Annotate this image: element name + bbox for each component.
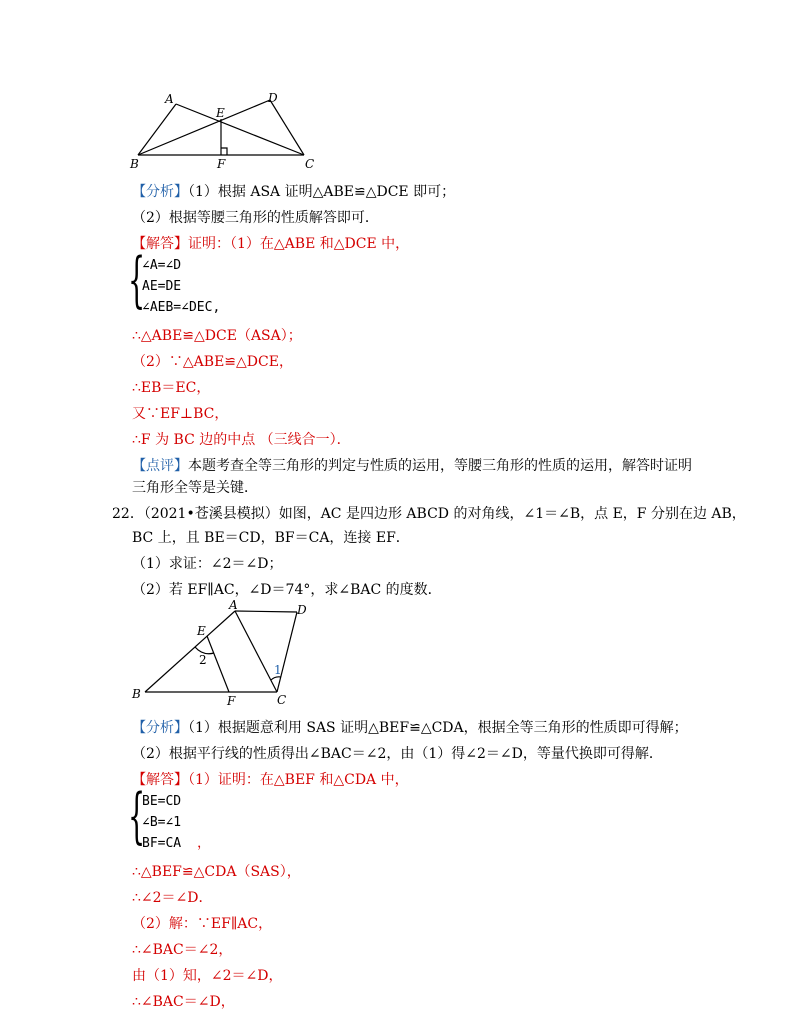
analysis-tag: 【分析】 [132, 184, 188, 200]
equation-system-2 [142, 791, 210, 854]
point-label-e: E [216, 106, 225, 120]
solution-line: 又∵EF⊥BC， [132, 406, 229, 422]
point-label-e: E [197, 624, 206, 638]
equation-system-1 [142, 255, 220, 318]
angle-label-1: 1 [274, 663, 282, 677]
solution-line: （2）∵△ABE≌△DCE， [132, 354, 293, 370]
solution-tag: 【解答】 [132, 236, 188, 252]
solution-line: ∴EB＝EC， [132, 380, 211, 396]
solution-line: ∴∠BAC＝∠D， [132, 994, 235, 1010]
solution-line: ∴∠BAC＝∠2， [132, 942, 233, 958]
solution-text: 证明：（1）在△ABE 和△DCE 中， [188, 236, 410, 252]
figure-1-diagram [120, 88, 330, 176]
point-label-d: D [268, 91, 278, 105]
solution-tag: 【解答】 [132, 772, 188, 788]
brace: { [128, 245, 146, 315]
solution-text: （1）证明：在△BEF 和△CDA 中， [188, 772, 409, 788]
comment-tag: 【点评】 [132, 458, 188, 474]
point-label-f: F [227, 694, 236, 708]
analysis-tag: 【分析】 [132, 720, 188, 736]
question-22-line-2: BC 上，且 BE＝CD，BF＝CA，连接 EF． [132, 530, 410, 546]
analysis-text: （1）根据 ASA 证明△ABE≌△DCE 即可； [188, 184, 456, 200]
figure-2-diagram [125, 598, 320, 710]
equation-comma: ， [197, 836, 211, 851]
analysis-2: （2）根据平行线的性质得出∠BAC＝∠2，由（1）得∠2＝∠D，等量代换即可得解． [132, 746, 663, 762]
point-label-a: A [229, 598, 238, 612]
solution-line: ∴F 为 BC 边的中点 （三线合一）． [132, 432, 351, 448]
analysis-1-row [132, 718, 688, 738]
brace: { [128, 781, 146, 851]
equation-line: BE=CD [142, 794, 182, 809]
comment-text-2: 三角形全等是关键． [132, 480, 258, 496]
analysis-1-row [132, 182, 455, 202]
question-22-part-2: （2）若 EF∥AC，∠D＝74°，求∠BAC 的度数． [132, 582, 442, 598]
equation-line-text: BF=CA [142, 836, 182, 851]
point-label-b: B [130, 157, 139, 171]
solution-line: ∴△BEF≌△CDA（SAS）， [132, 864, 301, 880]
point-label-c: C [305, 157, 315, 171]
point-label-d: D [297, 603, 307, 617]
question-22-line-1: 22．（2021•苍溪县模拟）如图，AC 是四边形 ABCD 的对角线，∠1＝∠B，点 E，F 分别在边 AB， [112, 506, 746, 522]
solution-line: ∴△ABE≌△DCE（ASA）； [132, 328, 302, 344]
analysis-2: （2）根据等腰三角形的性质解答即可． [132, 210, 379, 226]
point-label-b: B [132, 687, 141, 701]
comment-row [132, 456, 692, 476]
solution-line: 由（1）知，∠2＝∠D， [132, 968, 283, 984]
comment-text: 本题考查全等三角形的判定与性质的运用，等腰三角形的性质的运用，解答时证明 [188, 458, 692, 474]
analysis-text: （1）根据题意利用 SAS 证明△BEF≌△CDA，根据全等三角形的性质即可得解； [188, 720, 688, 736]
equation-line: ∠A=∠D [142, 258, 182, 273]
question-22-part-1: （1）求证：∠2＝∠D； [132, 556, 283, 572]
solution-1-row [132, 234, 409, 254]
equation-line: AE=DE [142, 279, 182, 294]
equation-line: ∠AEB=∠DEC, [142, 300, 221, 315]
angle-label-2: 2 [199, 653, 207, 667]
solution-line: （2）解：∵EF∥AC， [132, 916, 273, 932]
solution-1-row [132, 770, 409, 790]
solution-line: ∴∠2＝∠D． [132, 890, 213, 906]
equation-line [142, 833, 210, 854]
point-label-f: F [217, 157, 226, 171]
equation-line: ∠B=∠1 [142, 815, 182, 830]
point-label-a: A [165, 92, 174, 106]
point-label-c: C [277, 693, 287, 707]
